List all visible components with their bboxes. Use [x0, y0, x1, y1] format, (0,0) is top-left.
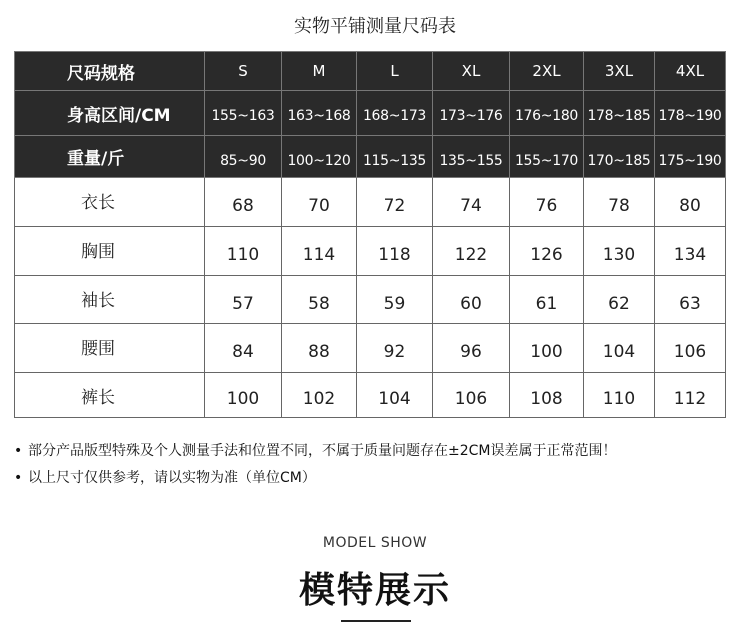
table-cell: 102 [282, 373, 357, 418]
table-cell: 170~185 [584, 136, 655, 178]
model-show-title: 模特展示 [298, 570, 451, 611]
table-cell: 178~185 [584, 91, 655, 136]
table-cell: 76 [510, 178, 584, 227]
table-cell: 176~180 [510, 91, 584, 136]
size-header-row [15, 52, 726, 91]
table-cell: 100 [510, 324, 584, 373]
table-cell: 96 [433, 324, 510, 373]
note-item [14, 467, 744, 494]
note-item [14, 440, 744, 467]
size-cell: 2XL [510, 52, 584, 91]
row-label: 衣长 [15, 178, 205, 227]
table-cell: 88 [282, 324, 357, 373]
table-cell: 104 [584, 324, 655, 373]
size-cell: 4XL [655, 52, 726, 91]
table-cell: 106 [655, 324, 726, 373]
table-cell: 110 [584, 373, 655, 418]
model-show-subtitle: MODEL SHOW [322, 535, 428, 551]
table-row [15, 324, 726, 373]
size-cell: M [282, 52, 357, 91]
table-cell: 135~155 [433, 136, 510, 178]
table-cell: 114 [282, 227, 357, 276]
table-cell: 59 [357, 276, 433, 324]
row-label: 重量/斤 [15, 136, 205, 178]
table-cell: 173~176 [433, 91, 510, 136]
table-cell: 63 [655, 276, 726, 324]
page-title: 实物平铺测量尺码表 [294, 16, 456, 37]
bullet-icon: • [14, 470, 23, 486]
table-row [15, 227, 726, 276]
table-cell: 84 [205, 324, 282, 373]
row-label: 身高区间/CM [15, 91, 205, 136]
note-text: 部分产品版型特殊及个人测量手法和位置不同，不属于质量问题存在±2CM误差属于正常范围！ [28, 443, 617, 459]
row-label: 胸围 [15, 227, 205, 276]
row-label: 袖长 [15, 276, 205, 324]
table-cell: 68 [205, 178, 282, 227]
row-label: 尺码规格 [15, 52, 205, 91]
table-cell: 104 [357, 373, 433, 418]
table-cell: 61 [510, 276, 584, 324]
table-cell: 72 [357, 178, 433, 227]
table-cell: 130 [584, 227, 655, 276]
title-underline [341, 620, 411, 622]
table-cell: 155~170 [510, 136, 584, 178]
table-cell: 108 [510, 373, 584, 418]
table-cell: 168~173 [357, 91, 433, 136]
table-cell: 106 [433, 373, 510, 418]
size-chart-table [14, 51, 726, 418]
size-cell: XL [433, 52, 510, 91]
table-cell: 100~120 [282, 136, 357, 178]
row-label: 腰围 [15, 324, 205, 373]
table-cell: 115~135 [357, 136, 433, 178]
size-cell: S [205, 52, 282, 91]
notes-section [14, 440, 744, 494]
table-cell: 155~163 [205, 91, 282, 136]
table-cell: 163~168 [282, 91, 357, 136]
table-cell: 178~190 [655, 91, 726, 136]
table-cell: 62 [584, 276, 655, 324]
table-cell: 134 [655, 227, 726, 276]
table-row [15, 178, 726, 227]
table-row [15, 276, 726, 324]
table-cell: 126 [510, 227, 584, 276]
table-cell: 70 [282, 178, 357, 227]
size-cell: 3XL [584, 52, 655, 91]
weight-range-row [15, 136, 726, 178]
table-cell: 118 [357, 227, 433, 276]
table-cell: 175~190 [655, 136, 726, 178]
row-label: 裤长 [15, 373, 205, 418]
table-cell: 78 [584, 178, 655, 227]
table-cell: 80 [655, 178, 726, 227]
table-cell: 58 [282, 276, 357, 324]
table-cell: 92 [357, 324, 433, 373]
table-cell: 122 [433, 227, 510, 276]
table-cell: 74 [433, 178, 510, 227]
note-text: 以上尺寸仅供参考，请以实物为准（单位CM） [28, 470, 316, 486]
table-row [15, 373, 726, 418]
table-cell: 110 [205, 227, 282, 276]
size-cell: L [357, 52, 433, 91]
bullet-icon: • [14, 443, 23, 459]
table-cell: 112 [655, 373, 726, 418]
height-range-row [15, 91, 726, 136]
table-cell: 60 [433, 276, 510, 324]
table-cell: 100 [205, 373, 282, 418]
table-cell: 85~90 [205, 136, 282, 178]
table-cell: 57 [205, 276, 282, 324]
